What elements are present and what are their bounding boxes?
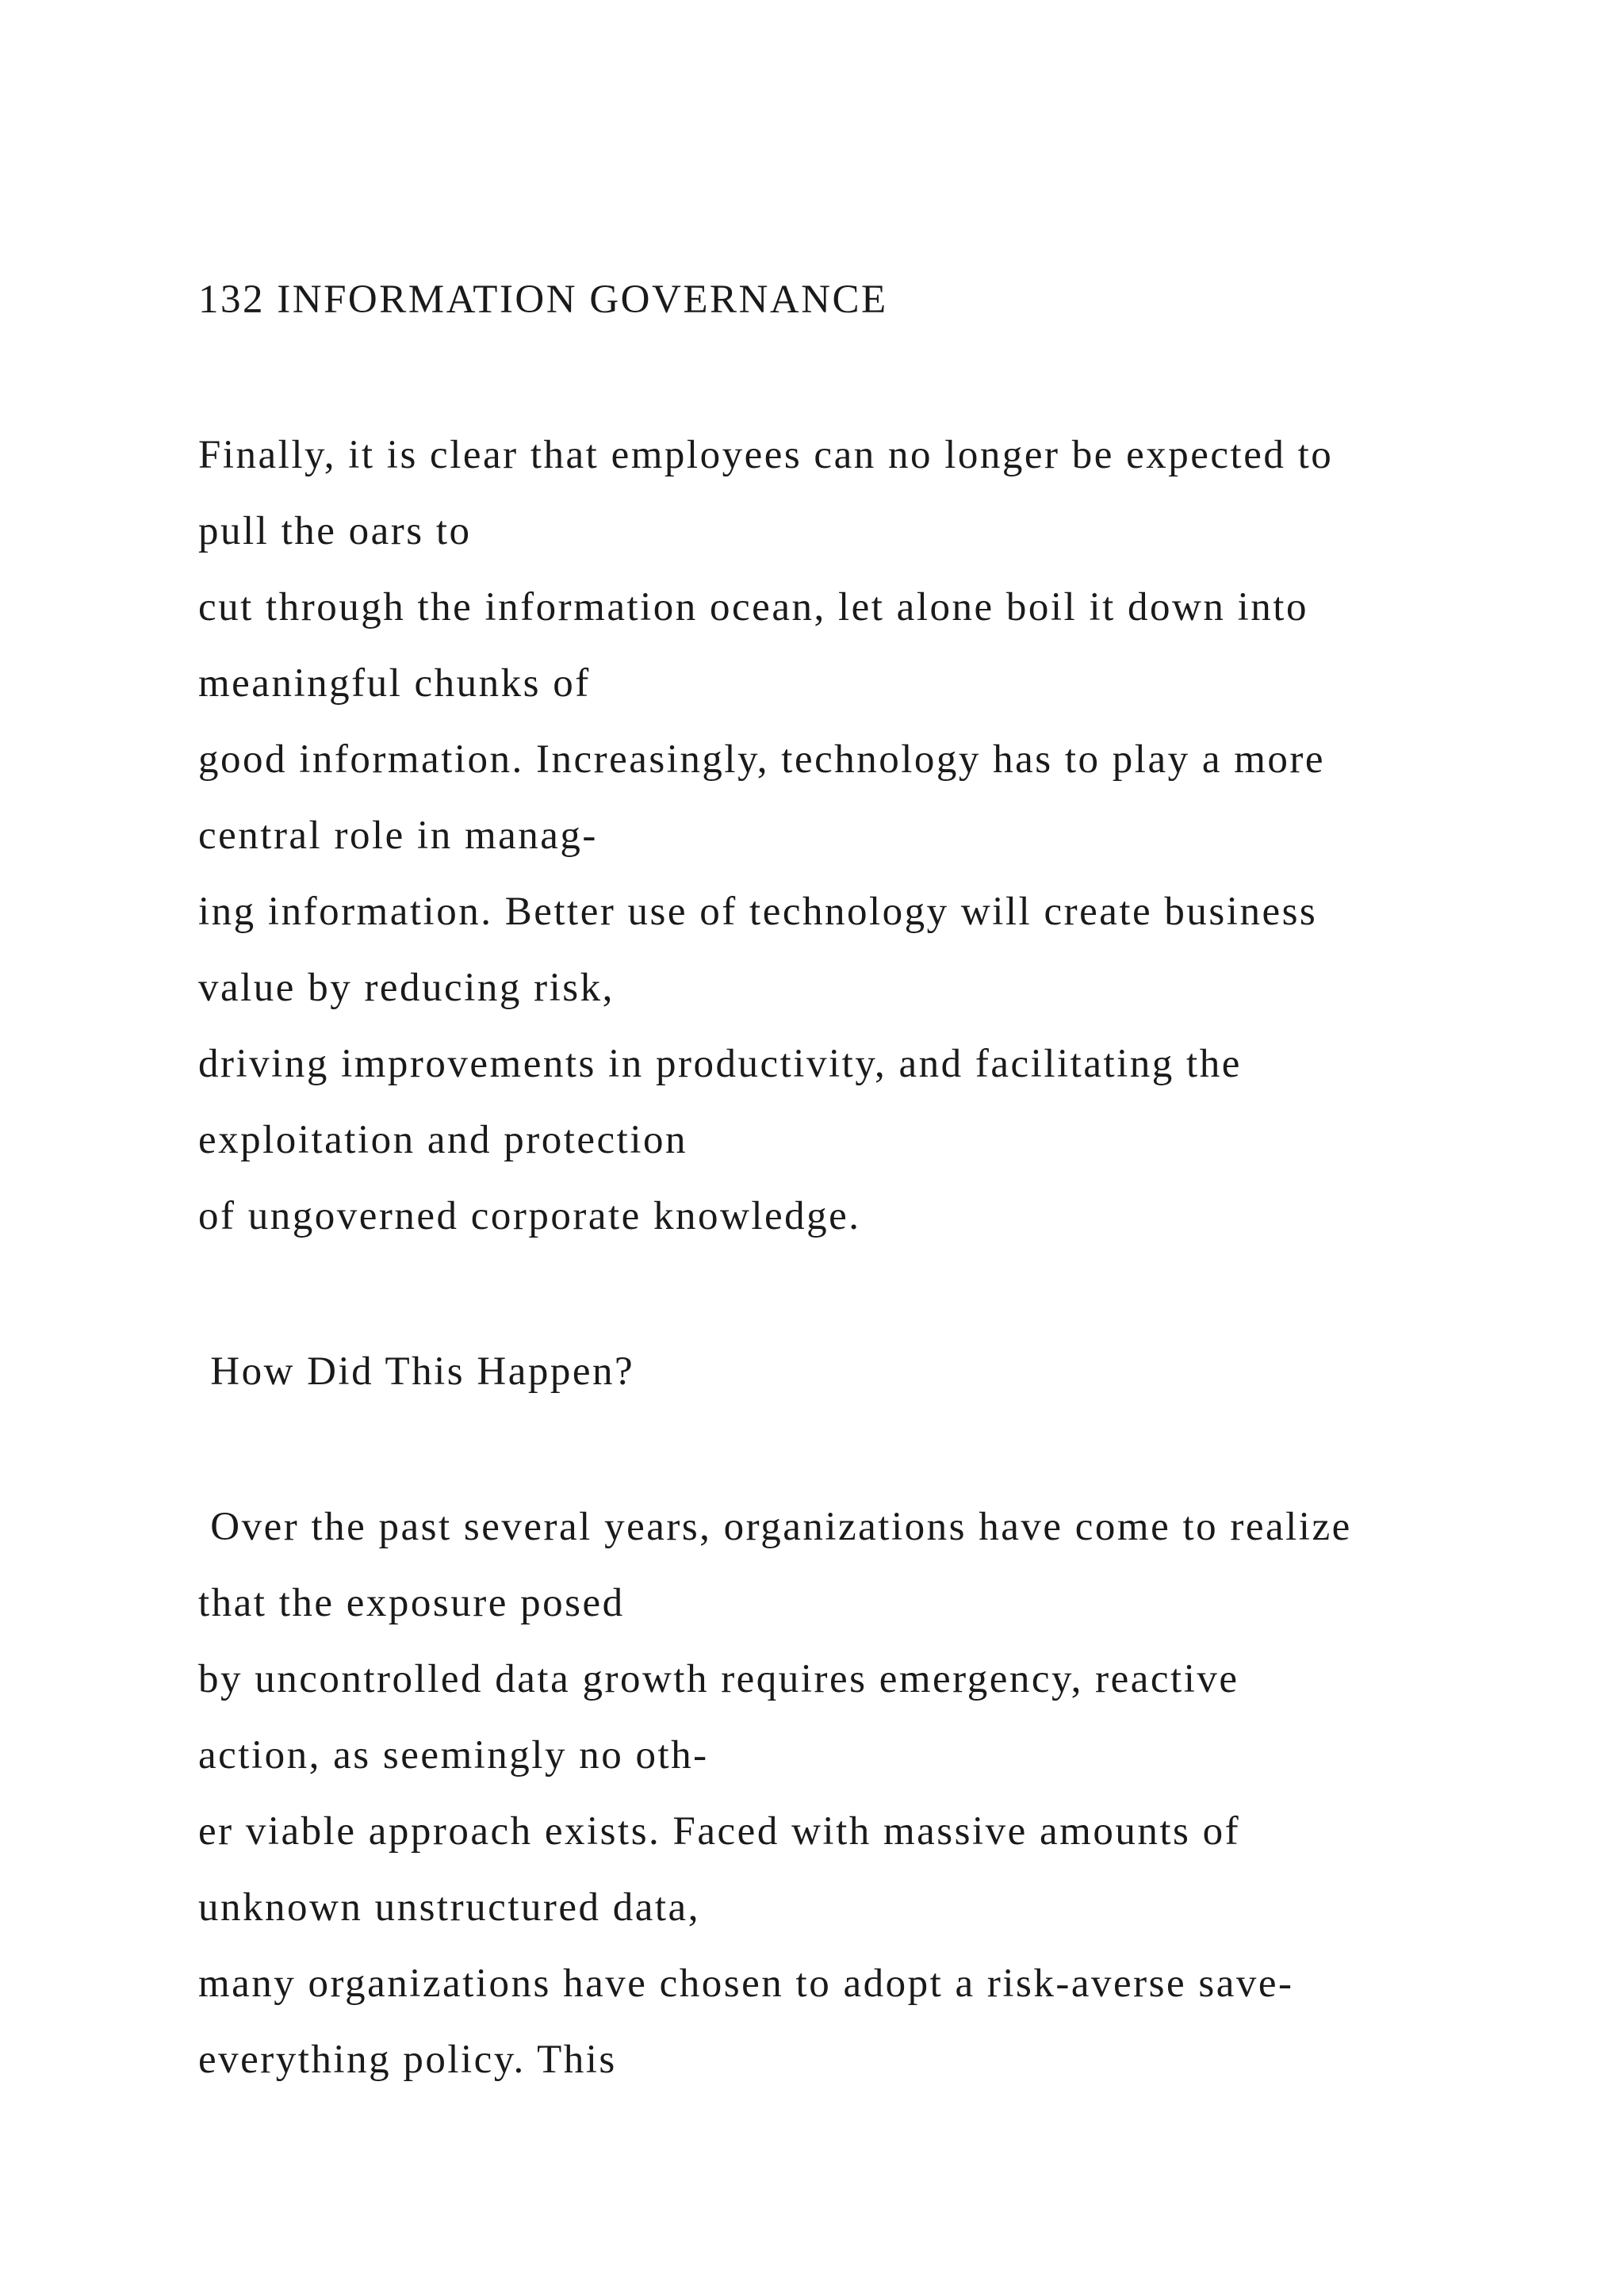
paragraph-1-line-1: Finally, it is clear that employees can no longer be expected to: [198, 433, 1334, 477]
paragraph-2-line-6: unknown unstructured data,: [198, 1885, 700, 1930]
paragraph-2-line-2: that the exposure posed: [198, 1581, 625, 1625]
paragraph-2-line-8: everything policy. This: [198, 2038, 617, 2082]
paragraph-1-line-6: central role in manag-: [198, 813, 598, 858]
paragraph-2-line-4: action, as seemingly no oth-: [198, 1733, 709, 1777]
paragraph-2-line-7: many organizations have chosen to adopt a risk-averse save-: [198, 1961, 1294, 2006]
paragraph-1-line-11: of ungoverned corporate knowledge.: [198, 1194, 861, 1238]
paragraph-1-line-9: driving improvements in productivity, and facilitating the: [198, 1042, 1242, 1086]
paragraph-2-line-1: Over the past several years, organizations have come to realize: [198, 1505, 1352, 1549]
paragraph-1-line-10: exploitation and protection: [198, 1118, 688, 1162]
running-head: 132 INFORMATION GOVERNANCE: [198, 277, 888, 322]
paragraph-1-line-2: pull the oars to: [198, 509, 472, 553]
paragraph-2-line-3: by uncontrolled data growth requires emergency, reactive: [198, 1657, 1239, 1701]
paragraph-1-line-5: good information. Increasingly, technology has to play a more: [198, 737, 1326, 782]
paragraph-1-line-3: cut through the information ocean, let alone boil it down into: [198, 585, 1308, 629]
paragraph-2-line-5: er viable approach exists. Faced with massive amounts of: [198, 1809, 1241, 1854]
section-heading: How Did This Happen?: [198, 1349, 635, 1394]
paragraph-1-line-4: meaningful chunks of: [198, 661, 591, 706]
paragraph-1-line-8: value by reducing risk,: [198, 966, 615, 1010]
paragraph-1-line-7: ing information. Better use of technology will create business: [198, 890, 1318, 934]
